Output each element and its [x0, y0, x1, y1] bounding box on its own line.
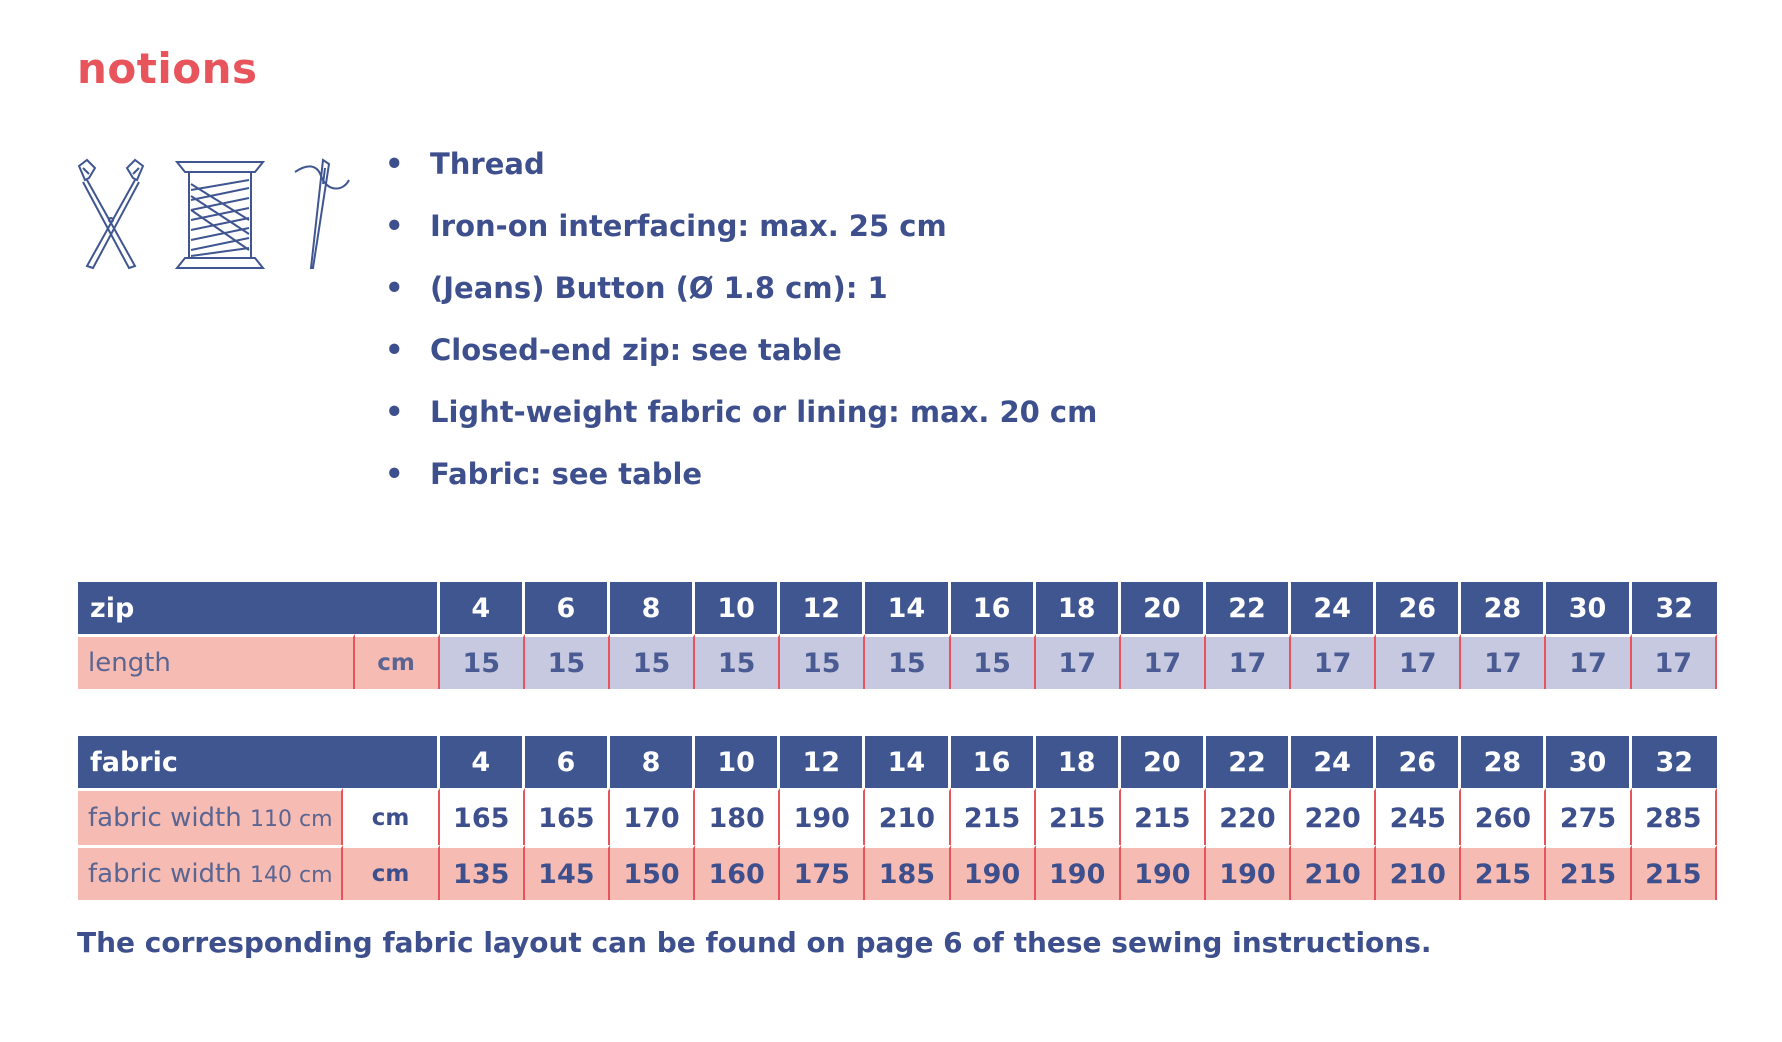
table-cell: 210 — [1376, 845, 1461, 900]
size-header: 8 — [610, 736, 695, 788]
size-header: 12 — [780, 582, 865, 634]
size-header: 6 — [525, 582, 610, 634]
table-cell: 215 — [1632, 845, 1717, 900]
table-cell: 285 — [1632, 788, 1717, 845]
table-cell: 170 — [610, 788, 695, 845]
table-cell: 160 — [695, 845, 780, 900]
table-cell: 175 — [780, 845, 865, 900]
table-cell: 15 — [610, 634, 695, 689]
table-cell: 210 — [865, 788, 950, 845]
fabric-width-140-row — [78, 845, 1717, 900]
table-cell: 190 — [1206, 845, 1291, 900]
table-cell: 190 — [1121, 845, 1206, 900]
zip-header-label: zip — [78, 582, 440, 634]
table-cell: 17 — [1291, 634, 1376, 689]
table-cell: 215 — [1121, 788, 1206, 845]
size-header: 16 — [951, 582, 1036, 634]
size-header: 16 — [951, 736, 1036, 788]
size-header: 26 — [1376, 582, 1461, 634]
table-cell: 135 — [440, 845, 525, 900]
size-header: 28 — [1461, 582, 1546, 634]
table-cell: 180 — [695, 788, 780, 845]
fabric-table — [78, 736, 1717, 900]
size-header: 32 — [1632, 582, 1717, 634]
page-title: notions — [77, 44, 258, 93]
size-header: 28 — [1461, 736, 1546, 788]
bullet: • — [385, 395, 404, 429]
table-cell: 275 — [1546, 788, 1631, 845]
size-header: 4 — [440, 582, 525, 634]
list-item: • Iron-on interfacing: max. 25 cm — [385, 209, 947, 243]
size-header: 22 — [1206, 736, 1291, 788]
table-cell: 215 — [1461, 845, 1546, 900]
row-label: length — [78, 634, 355, 689]
table-cell: 165 — [440, 788, 525, 845]
size-header: 18 — [1036, 736, 1121, 788]
bullet: • — [385, 147, 404, 181]
table-cell: 215 — [1036, 788, 1121, 845]
table-cell: 185 — [865, 845, 950, 900]
size-header: 8 — [610, 582, 695, 634]
list-item: • (Jeans) Button (Ø 1.8 cm): 1 — [385, 271, 888, 305]
zip-table — [78, 582, 1717, 689]
notion-icons — [75, 158, 355, 278]
table-cell: 215 — [951, 788, 1036, 845]
table-cell: 15 — [525, 634, 610, 689]
table-cell: 190 — [1036, 845, 1121, 900]
size-header: 6 — [525, 736, 610, 788]
table-cell: 245 — [1376, 788, 1461, 845]
size-header: 10 — [695, 582, 780, 634]
bullet: • — [385, 209, 404, 243]
size-header: 24 — [1291, 582, 1376, 634]
list-item: • Thread — [385, 147, 545, 181]
needle-icon — [293, 158, 353, 270]
footnote: The corresponding fabric layout can be found on page 6 of these sewing instructions. — [77, 926, 1432, 959]
thread-spool-icon — [175, 160, 265, 270]
size-header: 12 — [780, 736, 865, 788]
size-header: 14 — [865, 582, 950, 634]
size-header: 30 — [1546, 582, 1631, 634]
table-cell: 17 — [1461, 634, 1546, 689]
size-header: 10 — [695, 736, 780, 788]
list-item: • Fabric: see table — [385, 457, 703, 491]
bullet: • — [385, 457, 404, 491]
table-cell: 260 — [1461, 788, 1546, 845]
size-header: 24 — [1291, 736, 1376, 788]
table-cell: 15 — [780, 634, 865, 689]
list-item: • Light-weight fabric or lining: max. 20 cm — [385, 395, 1098, 429]
zip-header-row — [78, 582, 1717, 634]
table-cell: 15 — [951, 634, 1036, 689]
size-header: 26 — [1376, 736, 1461, 788]
fabric-header-row — [78, 736, 1717, 788]
zip-length-row — [78, 634, 1717, 689]
unit-label: cm — [355, 634, 440, 689]
unit-label: cm — [343, 845, 439, 900]
table-cell: 210 — [1291, 845, 1376, 900]
table-cell: 190 — [951, 845, 1036, 900]
list-item: • Closed-end zip: see table — [385, 333, 842, 367]
scissors-icon — [75, 158, 147, 270]
table-cell: 17 — [1036, 634, 1121, 689]
table-cell: 17 — [1206, 634, 1291, 689]
unit-label: cm — [343, 788, 439, 845]
bullet: • — [385, 271, 404, 305]
bullet: • — [385, 333, 404, 367]
table-cell: 15 — [440, 634, 525, 689]
table-cell: 215 — [1546, 845, 1631, 900]
table-cell: 17 — [1376, 634, 1461, 689]
notions-list — [385, 147, 1098, 522]
table-cell: 17 — [1632, 634, 1717, 689]
fabric-header-label: fabric — [78, 736, 440, 788]
table-cell: 220 — [1291, 788, 1376, 845]
size-header: 20 — [1121, 582, 1206, 634]
row-label: fabric width 140 cm — [78, 845, 343, 900]
row-label: fabric width 110 cm — [78, 788, 343, 845]
table-cell: 17 — [1546, 634, 1631, 689]
size-header: 32 — [1632, 736, 1717, 788]
table-cell: 15 — [865, 634, 950, 689]
size-header: 20 — [1121, 736, 1206, 788]
table-cell: 190 — [780, 788, 865, 845]
size-header: 22 — [1206, 582, 1291, 634]
size-header: 4 — [440, 736, 525, 788]
size-header: 14 — [865, 736, 950, 788]
table-cell: 220 — [1206, 788, 1291, 845]
size-header: 30 — [1546, 736, 1631, 788]
table-cell: 165 — [525, 788, 610, 845]
table-cell: 150 — [610, 845, 695, 900]
table-cell: 17 — [1121, 634, 1206, 689]
fabric-width-110-row — [78, 788, 1717, 845]
size-header: 18 — [1036, 582, 1121, 634]
table-cell: 15 — [695, 634, 780, 689]
table-cell: 145 — [525, 845, 610, 900]
